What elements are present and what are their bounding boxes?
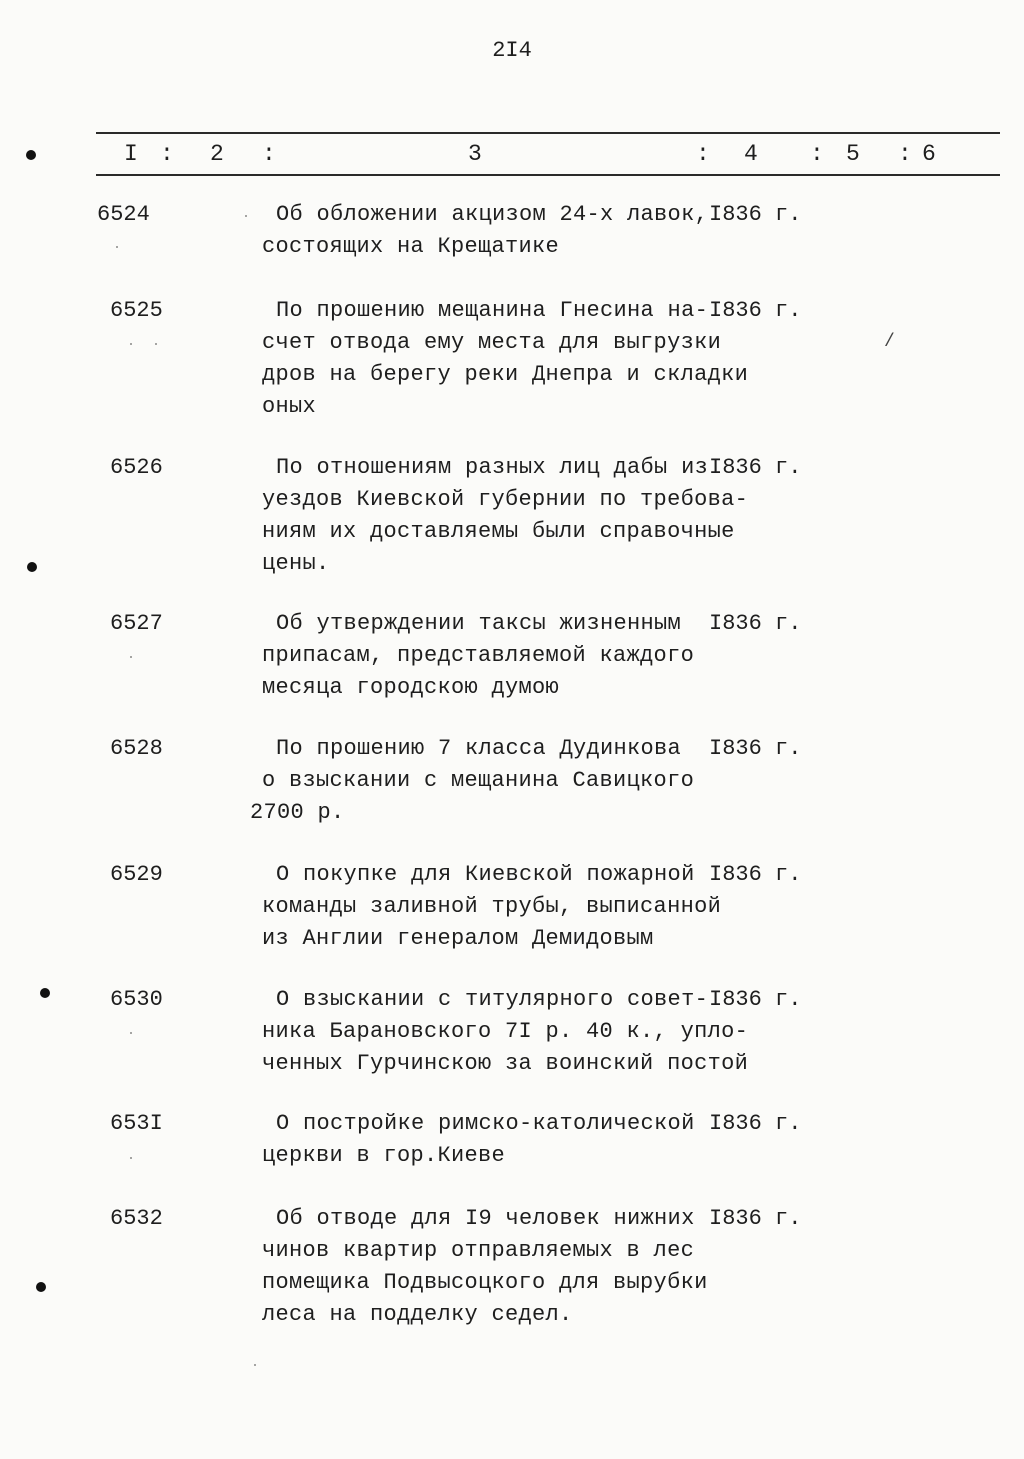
binding-hole-mark — [26, 150, 36, 160]
entry-date: I836 г. — [709, 298, 802, 323]
entry-date: I836 г. — [709, 1206, 802, 1231]
entry-line: дров на берегу реки Днепра и складки — [262, 362, 749, 387]
entry-line: из Англии генералом Демидовым — [262, 926, 654, 951]
entry-number: 653I — [110, 1111, 163, 1136]
entry-line: По прошению 7 класса Дудинкова — [276, 736, 682, 761]
entry-line: припасам, представляемой каждого — [262, 643, 695, 668]
entry-line: ниям их доставляемы были справочные — [262, 519, 735, 544]
binding-hole-mark — [27, 562, 37, 572]
entry-number: 6528 — [110, 736, 163, 761]
scan-speck — [254, 1364, 256, 1366]
entry-number: 6525 — [110, 298, 163, 323]
entry-number: 6532 — [110, 1206, 163, 1231]
binding-hole-mark — [36, 1282, 46, 1292]
column-header-4: 4 — [744, 141, 758, 167]
entry-date: I836 г. — [709, 611, 802, 636]
column-header-2: 2 — [210, 141, 224, 167]
column-header-3: 3 — [468, 141, 482, 167]
entry-line: месяца городскою думою — [262, 675, 560, 700]
header-rule-bottom — [96, 174, 1000, 176]
entry-line: помещика Подвысоцкого для вырубки — [262, 1270, 708, 1295]
entry-number: 6526 — [110, 455, 163, 480]
stray-pen-mark: / — [884, 332, 895, 352]
entry-number: 6530 — [110, 987, 163, 1012]
entry-line: состоящих на Крещатике — [262, 234, 560, 259]
entry-line: Об отводе для I9 человек нижних — [276, 1206, 695, 1231]
entry-number: 6524 — [97, 202, 150, 227]
entry-line: По прошению мещанина Гнесина на- — [276, 298, 709, 323]
entry-number: 6529 — [110, 862, 163, 887]
scan-speck — [116, 246, 118, 248]
entry-line: О взыскании с титулярного совет- — [276, 987, 709, 1012]
column-separator: : — [898, 141, 912, 167]
entry-date: I836 г. — [709, 1111, 802, 1136]
entry-date: I836 г. — [709, 736, 802, 761]
entry-line: церкви в гор.Киеве — [262, 1143, 506, 1168]
entry-line: цены. — [262, 551, 330, 576]
entry-line: 2700 р. — [250, 800, 345, 825]
column-header-1: I — [124, 141, 138, 167]
page-number: 2I4 — [492, 38, 532, 63]
scan-speck — [245, 215, 247, 217]
column-header-6: 6 — [922, 141, 936, 167]
entry-date: I836 г. — [709, 987, 802, 1012]
entry-line: Об обложении акцизом 24-х лавок, — [276, 202, 709, 227]
column-separator: : — [262, 141, 276, 167]
entry-line: О постройке римско-католической — [276, 1111, 695, 1136]
binding-hole-mark — [40, 988, 50, 998]
entry-line: счет отвода ему места для выгрузки — [262, 330, 722, 355]
column-separator: : — [696, 141, 710, 167]
entry-line: О покупке для Киевской пожарной — [276, 862, 695, 887]
entry-line: ченных Гурчинскою за воинский постой — [262, 1051, 749, 1076]
column-separator: : — [810, 141, 824, 167]
scan-speck — [155, 343, 157, 345]
entry-line: Об утверждении таксы жизненным — [276, 611, 682, 636]
scan-speck — [130, 1032, 132, 1034]
entry-line: чинов квартир отправляемых в лес — [262, 1238, 695, 1263]
column-header-5: 5 — [846, 141, 860, 167]
scan-speck — [130, 656, 132, 658]
entry-date: I836 г. — [709, 202, 802, 227]
header-rule-top — [96, 132, 1000, 134]
entry-line: оных — [262, 394, 317, 419]
entry-line: команды заливной трубы, выписанной — [262, 894, 722, 919]
entry-line: о взыскании с мещанина Савицкого — [262, 768, 695, 793]
scan-speck — [130, 343, 132, 345]
entry-number: 6527 — [110, 611, 163, 636]
entry-line: уездов Киевской губернии по требова- — [262, 487, 749, 512]
entry-date: I836 г. — [709, 455, 802, 480]
entry-line: леса на подделку седел. — [262, 1302, 573, 1327]
entry-line: По отношениям разных лиц дабы из — [276, 455, 709, 480]
column-separator: : — [160, 141, 174, 167]
entry-date: I836 г. — [709, 862, 802, 887]
entry-line: ника Барановского 7I р. 40 к., упло- — [262, 1019, 749, 1044]
scan-speck — [130, 1157, 132, 1159]
